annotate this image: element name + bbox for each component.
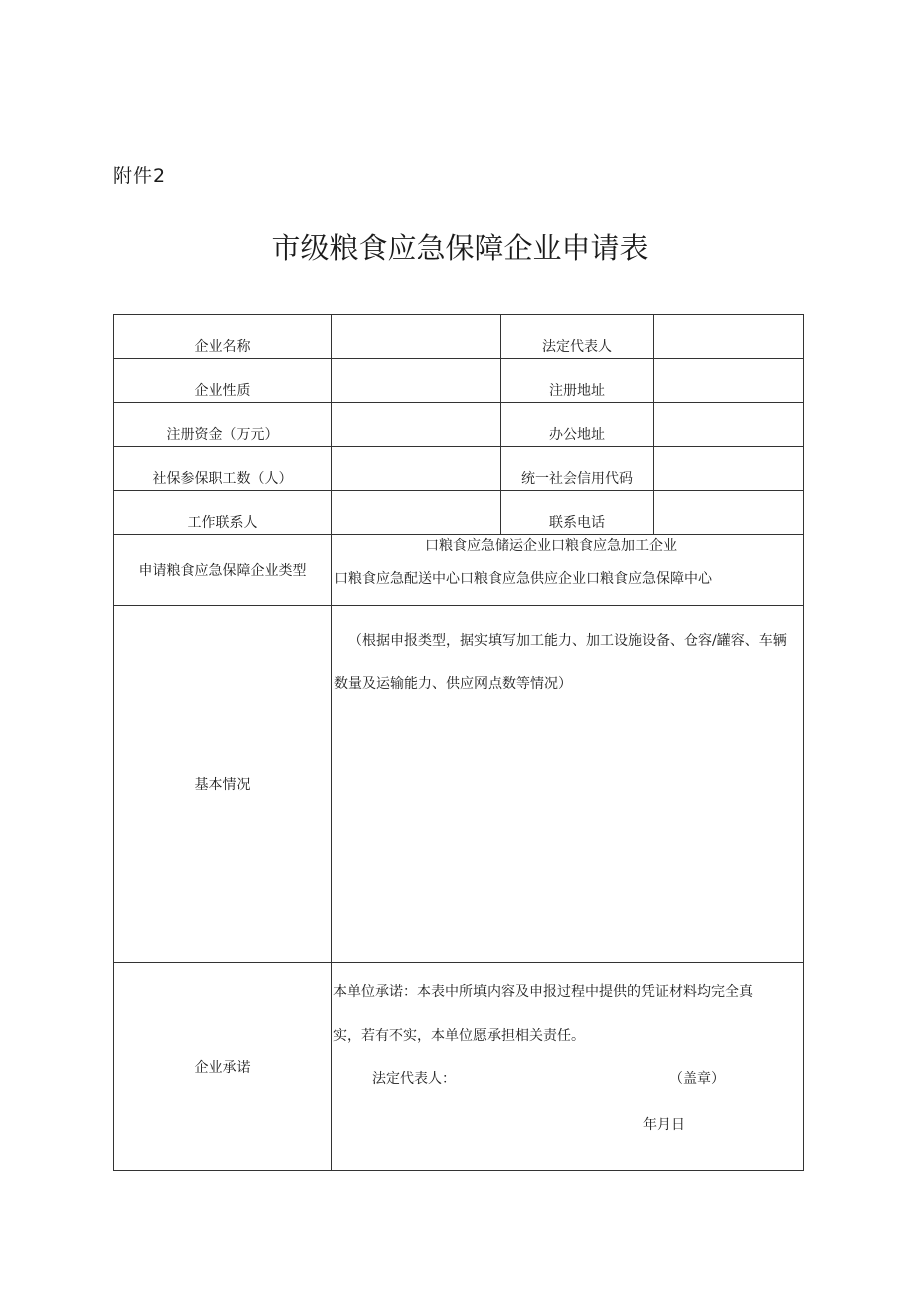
credit-code-field[interactable] [654, 447, 804, 491]
registered-capital-label: 注册资金（万元） [114, 403, 332, 447]
form-row-company-nature [114, 359, 804, 403]
form-row-contact-person [114, 491, 804, 535]
commitment-date-label: 年月日 [643, 1117, 685, 1133]
enterprise-type-options[interactable] [332, 535, 804, 606]
basic-info-label: 基本情况 [114, 606, 332, 963]
form-row-company-name [114, 315, 804, 359]
office-address-label: 办公地址 [501, 403, 654, 447]
basic-info-hint: （根据申报类型，据实填写加工能力、加工设施设备、仓容/罐容、车辆数量及运输能力、供应网点数等情况） [334, 633, 787, 692]
company-name-field[interactable] [332, 315, 501, 359]
legal-rep-label: 法定代表人 [501, 315, 654, 359]
commitment-field [332, 963, 804, 1171]
form-row-registered-capital [114, 403, 804, 447]
credit-code-label: 统一社会信用代码 [501, 447, 654, 491]
basic-info-field[interactable] [332, 606, 804, 963]
contact-phone-label: 联系电话 [501, 491, 654, 535]
commitment-text: 本单位承诺：本表中所填内容及申报过程中提供的凭证材料均完全真实，若有不实，本单位愿承担相关责任。 [333, 984, 753, 1044]
enterprise-type-options-line1[interactable]: 口粮食应急储运企业口粮食应急加工企业 [425, 538, 677, 554]
enterprise-type-options-line2[interactable]: 口粮食应急配送中心口粮食应急供应企业口粮食应急保障中心 [334, 571, 712, 587]
legal-rep-field[interactable] [654, 315, 804, 359]
company-name-label: 企业名称 [114, 315, 332, 359]
application-form-table [113, 314, 804, 1171]
company-nature-field[interactable] [332, 359, 501, 403]
form-row-commitment [114, 963, 804, 1171]
contact-person-field[interactable] [332, 491, 501, 535]
registered-address-label: 注册地址 [501, 359, 654, 403]
contact-phone-field[interactable] [654, 491, 804, 535]
commitment-legal-rep-label: 法定代表人： [372, 1071, 456, 1087]
form-row-enterprise-type [114, 535, 804, 606]
form-row-insured-employees [114, 447, 804, 491]
insured-employees-field[interactable] [332, 447, 501, 491]
enterprise-type-label: 申请粮食应急保障企业类型 [114, 535, 332, 606]
commitment-label: 企业承诺 [114, 963, 332, 1171]
attachment-label: 附件2 [113, 165, 167, 187]
commitment-seal-label: （盖章） [669, 1071, 725, 1087]
office-address-field[interactable] [654, 403, 804, 447]
company-nature-label: 企业性质 [114, 359, 332, 403]
contact-person-label: 工作联系人 [114, 491, 332, 535]
insured-employees-label: 社保参保职工数（人） [114, 447, 332, 491]
registered-address-field[interactable] [654, 359, 804, 403]
page-title: 市级粮食应急保障企业申请表 [271, 231, 649, 265]
form-row-basic-info [114, 606, 804, 963]
registered-capital-field[interactable] [332, 403, 501, 447]
